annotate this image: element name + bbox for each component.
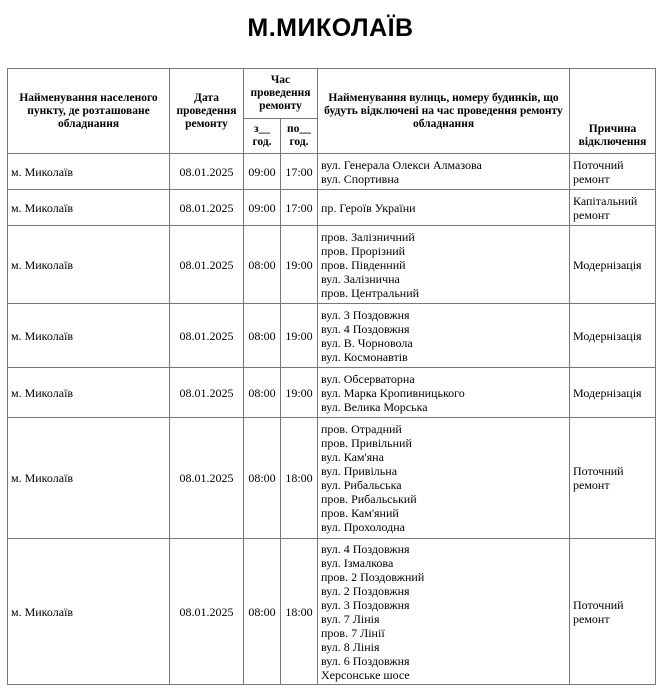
- table-row: [8, 154, 656, 190]
- date-cell: 08.01.2025: [170, 539, 244, 685]
- street-line: вул. 2 Поздовжня: [321, 583, 410, 598]
- street-line: вул. 6 Поздовжня: [321, 653, 410, 668]
- street-line: вул. 3 Поздовжня: [321, 307, 410, 322]
- street-line: вул. Привільна: [321, 464, 398, 478]
- time-from-cell: 09:00: [244, 190, 281, 226]
- locality-cell: м. Миколаїв: [8, 226, 170, 304]
- street-line: вул. Генерала Олекси Алмазова: [321, 157, 482, 172]
- reason-line: Поточний: [573, 157, 624, 172]
- street-line: пров. Південний: [321, 257, 406, 272]
- date-cell: 08.01.2025: [170, 226, 244, 304]
- locality-cell: м. Миколаїв: [8, 190, 170, 226]
- date-cell: 08.01.2025: [170, 154, 244, 190]
- reason-line: ремонт: [573, 478, 610, 492]
- date-cell: 08.01.2025: [170, 368, 244, 418]
- street-line: вул. 3 Поздовжня: [321, 597, 410, 612]
- page-title: М.МИКОЛАЇВ: [247, 14, 414, 42]
- time-from-cell: 08:00: [244, 418, 281, 539]
- streets-cell: [318, 418, 570, 539]
- table-row: [8, 539, 656, 685]
- streets-cell: [318, 304, 570, 368]
- reason-cell: [570, 154, 656, 190]
- header-reason: Причина відключення: [570, 119, 656, 154]
- time-from-cell: 08:00: [244, 368, 281, 418]
- locality-cell: м. Миколаїв: [8, 368, 170, 418]
- street-line: Херсонське шосе: [321, 667, 410, 682]
- reason-cell: [570, 368, 656, 418]
- date-cell: 08.01.2025: [170, 418, 244, 539]
- street-line: вул. 4 Поздовжня: [321, 321, 410, 336]
- locality-cell: м. Миколаїв: [8, 304, 170, 368]
- time-from-cell: 08:00: [244, 539, 281, 685]
- street-line: пров. Отрадний: [321, 422, 402, 436]
- street-line: пров. Прорізний: [321, 243, 406, 258]
- reason-line: ремонт: [573, 611, 610, 626]
- streets-cell: [318, 190, 570, 226]
- street-line: вул. Прохолодна: [321, 520, 405, 534]
- time-from-cell: 08:00: [244, 226, 281, 304]
- time-from-cell: 08:00: [244, 304, 281, 368]
- street-line: пров. Кам'яний: [321, 506, 399, 520]
- time-to-cell: 17:00: [281, 154, 318, 190]
- locality-cell: м. Миколаїв: [8, 418, 170, 539]
- table-row: [8, 190, 656, 226]
- time-to-cell: 19:00: [281, 368, 318, 418]
- street-line: вул. 7 Лінія: [321, 611, 380, 626]
- street-line: вул. В. Чорновола: [321, 335, 413, 350]
- outage-schedule-table: [7, 68, 656, 685]
- reason-line: Модернізація: [573, 257, 642, 272]
- streets-cell: [318, 226, 570, 304]
- date-cell: 08.01.2025: [170, 190, 244, 226]
- header-time: Час проведення ремонту: [244, 69, 318, 119]
- reason-line: ремонт: [573, 207, 610, 222]
- street-line: пров. 7 Лінії: [321, 625, 385, 640]
- header-locality: Найменування населеного пункту, де розташоване обладнання: [8, 69, 170, 154]
- header-date: Дата проведення ремонту: [170, 69, 244, 154]
- street-line: пров. Привільний: [321, 436, 412, 450]
- street-line: вул. Рибальська: [321, 478, 402, 492]
- header-row-top: [8, 69, 656, 119]
- time-from-cell: 09:00: [244, 154, 281, 190]
- time-to-cell: 19:00: [281, 226, 318, 304]
- street-line: вул. Марка Кропивницького: [321, 385, 465, 400]
- street-line: вул. Кам'яна: [321, 450, 384, 464]
- street-line: пров. Рибальський: [321, 492, 417, 506]
- reason-line: Поточний: [573, 464, 624, 478]
- time-to-cell: 17:00: [281, 190, 318, 226]
- reason-cell: [570, 539, 656, 685]
- locality-cell: м. Миколаїв: [8, 539, 170, 685]
- header-blank-cell: [570, 69, 656, 119]
- locality-cell: м. Миколаїв: [8, 154, 170, 190]
- street-line: вул. Ізмалкова: [321, 555, 394, 570]
- street-line: вул. Залізнична: [321, 271, 400, 286]
- reason-cell: [570, 418, 656, 539]
- reason-line: Капітальний: [573, 193, 638, 208]
- reason-line: Модернізація: [573, 385, 642, 400]
- reason-line: Поточний: [573, 597, 624, 612]
- street-line: вул. Обсерваторна: [321, 371, 415, 386]
- header-streets: Найменування вулиць, номеру будинків, що будуть відключені на час проведення ремонту обладнання: [318, 69, 570, 154]
- table-row: [8, 418, 656, 539]
- table-row: [8, 304, 656, 368]
- table-row: [8, 226, 656, 304]
- header-time-from: з__ год.: [244, 119, 281, 154]
- streets-cell: [318, 368, 570, 418]
- street-line: пров. Залізничний: [321, 229, 415, 244]
- date-cell: 08.01.2025: [170, 304, 244, 368]
- street-line: пров. 2 Поздовжний: [321, 569, 425, 584]
- street-line: пр. Героїв України: [321, 200, 416, 215]
- streets-cell: [318, 539, 570, 685]
- street-line: вул. Велика Морська: [321, 399, 428, 414]
- reason-cell: [570, 226, 656, 304]
- time-to-cell: 19:00: [281, 304, 318, 368]
- header-time-to: по__ год.: [281, 119, 318, 154]
- street-line: вул. 4 Поздовжня: [321, 541, 410, 556]
- table-row: [8, 368, 656, 418]
- street-line: вул. 8 Лінія: [321, 639, 380, 654]
- reason-line: Модернізація: [573, 328, 642, 343]
- time-to-cell: 18:00: [281, 539, 318, 685]
- reason-cell: [570, 190, 656, 226]
- street-line: вул. Спортивна: [321, 171, 400, 186]
- streets-cell: [318, 154, 570, 190]
- reason-cell: [570, 304, 656, 368]
- street-line: пров. Центральний: [321, 285, 420, 300]
- time-to-cell: 18:00: [281, 418, 318, 539]
- reason-line: ремонт: [573, 171, 610, 186]
- street-line: вул. Космонавтів: [321, 349, 408, 364]
